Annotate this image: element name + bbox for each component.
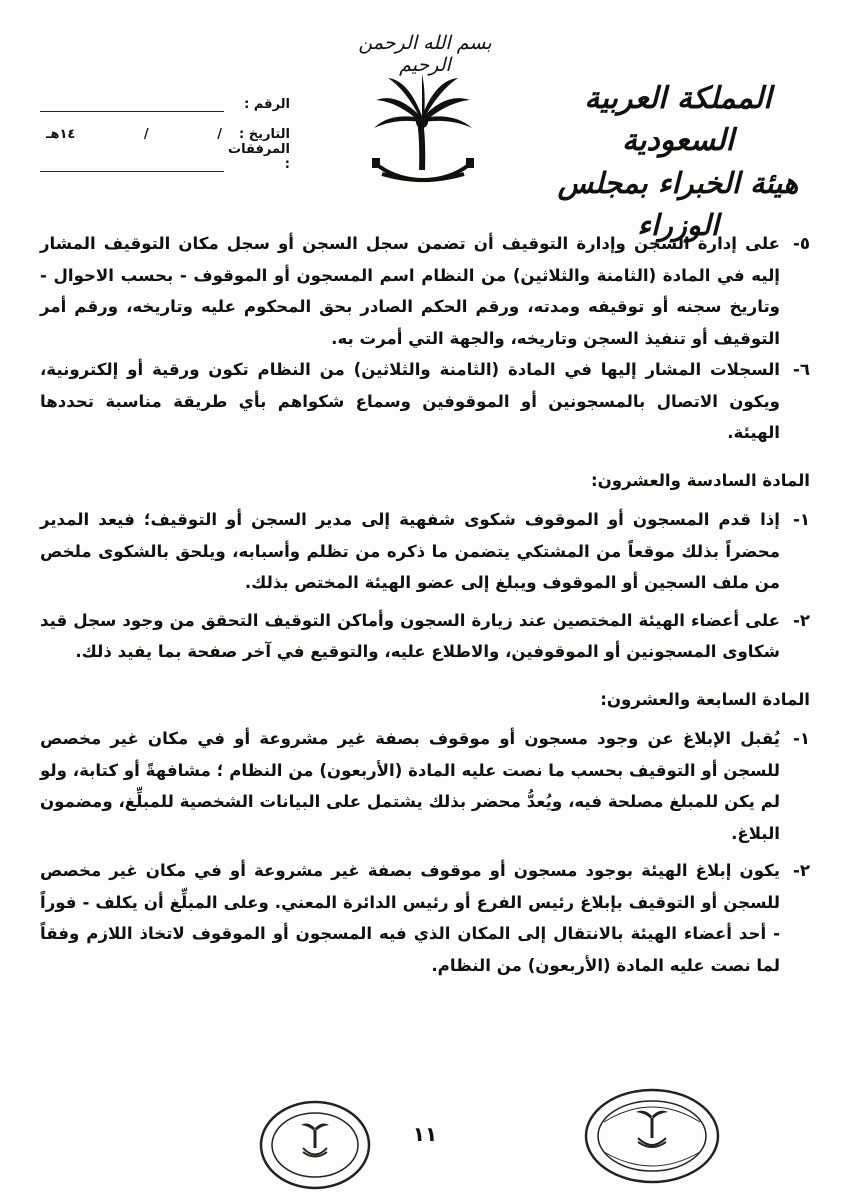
date-label: التاريخ :	[239, 127, 290, 142]
clause-text: على إدارة السجن وإدارة التوقيف أن تضمن سجل السجن أو سجل مكان التوقيف المشار إليه في المادة (الثامنة والثلاثين) من النظام اسم المسجون أو الموقوف - بحسب الاحوال - وتاريخ سجنه أو توقيفه ومدته، ورقم الحكم الصادر بحق المحكوم عليه وتاريخه، ورقم أمر التوقيف أو تنفيذ السجن وتاريخه، والجهة التي أمرت به.	[40, 234, 780, 348]
org-line-2: هيئة الخبراء بمجلس الوزراء	[557, 166, 799, 242]
article-heading: المادة السابعة والعشرون:	[600, 689, 810, 709]
article-heading: المادة السادسة والعشرون:	[591, 470, 810, 490]
date-row	[40, 112, 290, 142]
clause-item	[40, 228, 810, 354]
date-sep-2: /	[143, 127, 149, 142]
clause-number: ٢-	[792, 610, 810, 630]
article-26	[40, 465, 810, 668]
section-continuation	[40, 228, 810, 449]
clause-item	[40, 723, 810, 849]
clause-number: ٦-	[792, 360, 810, 379]
clause-number: ١-	[792, 510, 810, 529]
saudi-emblem-icon	[368, 72, 478, 202]
clause-number: ٢-	[792, 861, 810, 880]
clause-text: يكون إبلاغ الهيئة بوجود مسجون أو موقوف بصفة غير مشروعة أو في مكان غير مخصص للسجن أو التوقيف بإبلاغ رئيس الفرع أو رئيس الدائرة المعني. وعلى المبلِّغ أن يكلف - فوراً - أحد أعضاء الهيئة بالانتقال إلى المكان الذي فيه المسجون أو الموقوف لاتخاذ اللازم وفقاً لما نصت عليه المادة (الأربعون) من النظام.	[40, 861, 780, 975]
clause-item	[40, 354, 810, 449]
official-seal-icon	[582, 1086, 722, 1186]
page-number: ١١	[412, 1122, 438, 1146]
clause-number: ٥-	[792, 234, 810, 253]
clause-text: السجلات المشار إليها في المادة (الثامنة والثلاثين) من النظام تكون ورقية أو إلكترونية، ويكون الاتصال بالمسجونين أو الموقوفين وسماع شكواهم بأي طريقة مناسبة تحددها الهيئة.	[40, 360, 780, 442]
clause-item	[40, 605, 810, 668]
date-field	[40, 127, 228, 142]
bismillah: بسم الله الرحمن الرحيم	[358, 32, 492, 76]
org-line-1: المملكة العربية السعودية	[584, 81, 772, 158]
ref-field-line	[40, 97, 224, 112]
attachments-row	[40, 142, 290, 172]
date-sep-1: /	[217, 127, 222, 142]
clause-number: ١-	[792, 729, 810, 748]
clause-item	[40, 855, 810, 981]
official-seal-icon	[258, 1098, 373, 1193]
clause-text: على أعضاء الهيئة المختصين عند زيارة السجون وأماكن التوقيف التحقق من وجود سجل قيد شكاوى المسجونين أو الموقوفين، والاطلاع عليه، والتوقيع في آخر صفحة بما يفيد ذلك.	[40, 610, 780, 661]
attachments-field-line	[40, 157, 224, 172]
document-body	[40, 228, 810, 981]
date-hijri-suffix: ١٤هـ	[46, 127, 76, 142]
ref-label: الرقم :	[244, 97, 290, 112]
organization-name	[528, 78, 828, 246]
attachments-label: المرفقات :	[228, 142, 290, 172]
clause-text: إذا قدم المسجون أو الموقوف شكوى شفهية إلى مدير السجن أو التوقيف؛ فيعد المدير محضراً بذلك موقعاً من المشتكي يتضمن ما ذكره من تظلم وأسبابه، ويلحق بالشكوى ملخص من ملف السجين أو الموقوف ويبلغ إلى عضو الهيئة المختص بذلك.	[40, 510, 780, 592]
clause-text: يُقبل الإبلاغ عن وجود مسجون أو موقوف بصفة غير مشروعة أو في مكان غير مخصص للسجن أو التوقيف بحسب ما نصت عليه المادة (الأربعون) من النظام ؛ مشافهةً أو كتابة، ولو لم يكن للمبلغ مصلحة فيه، ويُعدُّ محضر بذلك يشتمل على البيانات الشخصية للمبلِّغ، ومضمون البلاغ.	[40, 729, 780, 843]
document-meta	[40, 82, 290, 172]
clause-item	[40, 504, 810, 599]
ref-row	[40, 82, 290, 112]
article-27	[40, 684, 810, 982]
